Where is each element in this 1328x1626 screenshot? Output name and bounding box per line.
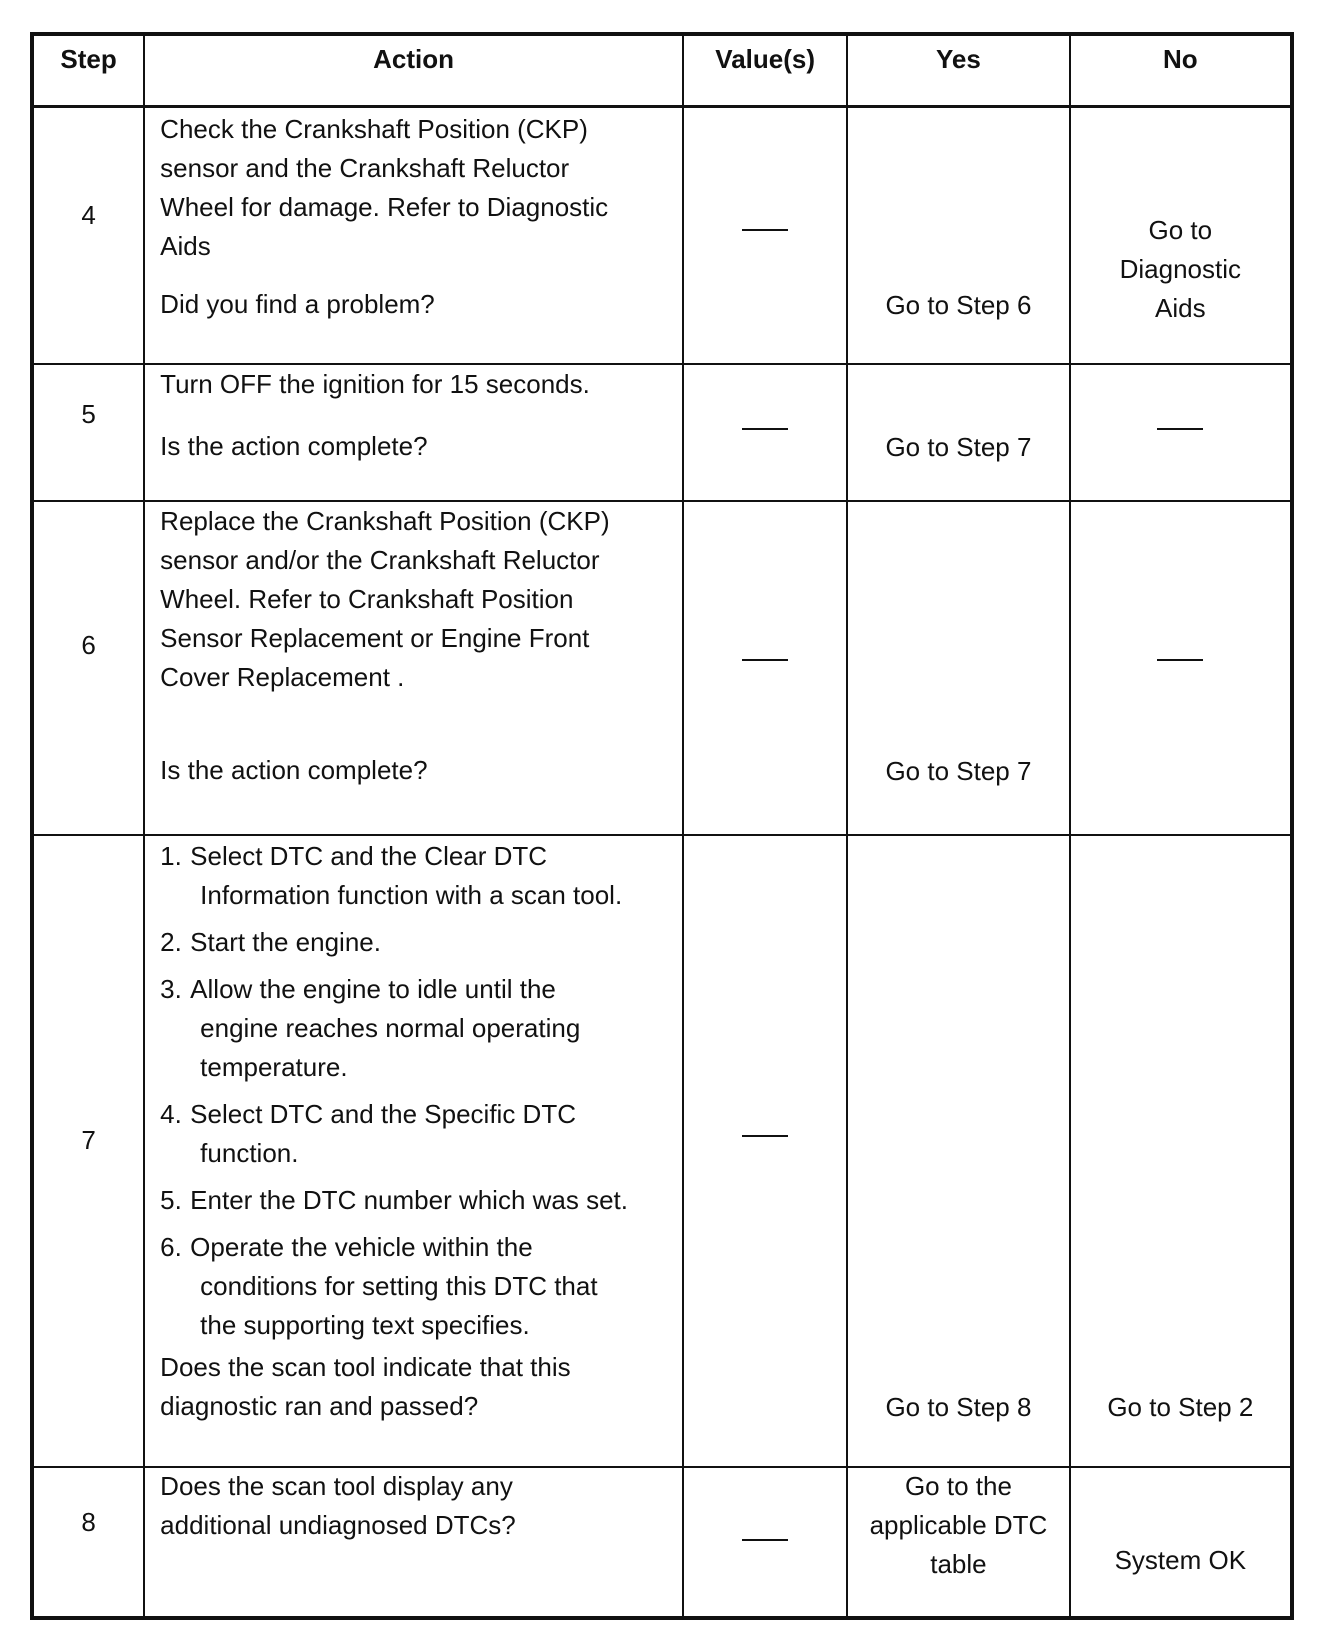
diagnostic-table — [30, 32, 1294, 1620]
substep-line: temperature. — [200, 1052, 348, 1082]
substep-line: the supporting text specifies. — [200, 1310, 530, 1340]
no-answer — [1071, 211, 1290, 328]
action-line: Wheel for damage. Refer to Diagnostic — [160, 191, 609, 222]
substep-text — [190, 1181, 674, 1220]
value-cell — [683, 501, 847, 835]
table-row-step-7 — [32, 835, 1292, 1467]
action-cell — [144, 1467, 683, 1618]
action-question: Is the action complete? — [160, 431, 428, 461]
yes-cell — [847, 106, 1069, 364]
value-cell — [683, 835, 847, 1467]
list-item — [160, 1228, 674, 1345]
yes-cell — [847, 835, 1069, 1467]
action-cell — [144, 501, 683, 835]
header-yes: Yes — [847, 34, 1069, 106]
action-line: Replace the Crankshaft Position (CKP) — [160, 506, 610, 536]
action-line: Wheel. Refer to Crankshaft Position — [160, 584, 574, 614]
action-line: Aids — [160, 230, 211, 261]
header-no: No — [1070, 34, 1292, 106]
substep-line: Select DTC and the Specific DTC — [190, 1099, 576, 1129]
question-line: Does the scan tool indicate that this — [160, 1352, 571, 1382]
table-row-step-8 — [32, 1467, 1292, 1618]
substep-number: 2. — [160, 927, 182, 957]
no-answer-line: Go to — [1148, 214, 1213, 245]
substep-number: 4. — [160, 1099, 182, 1129]
substep-line: Enter the DTC number which was set. — [190, 1185, 629, 1215]
substep-line: Select DTC and the Clear DTC — [190, 841, 548, 871]
no-cell — [1070, 106, 1292, 364]
substep-text — [190, 1095, 674, 1173]
step-cell — [32, 364, 144, 501]
substep-number: 3. — [160, 974, 182, 1004]
action-question: Did you find a problem? — [160, 288, 435, 319]
substep-text — [190, 1228, 674, 1345]
list-item — [160, 1095, 674, 1173]
substep-number: 1. — [160, 841, 182, 871]
action-line: Turn OFF the ignition for 15 seconds. — [160, 369, 590, 399]
list-item — [160, 1181, 674, 1220]
substep-number: 6. — [160, 1232, 182, 1262]
value-cell — [683, 364, 847, 501]
action-text — [160, 502, 674, 697]
substep-line: engine reaches normal operating — [200, 1013, 581, 1043]
step-cell — [32, 106, 144, 364]
no-dash — [1157, 428, 1203, 430]
list-item — [160, 837, 674, 915]
yes-answer: Go to Step 8 — [885, 1392, 1032, 1422]
substep-line: Operate the vehicle within the — [190, 1232, 533, 1262]
substep-text — [190, 970, 674, 1087]
yes-answer — [848, 1467, 1068, 1584]
yes-cell — [847, 501, 1069, 835]
no-cell — [1070, 835, 1292, 1467]
step-cell — [32, 835, 144, 1467]
yes-answer-line: applicable DTC — [869, 1510, 1048, 1540]
action-line: sensor and/or the Crankshaft Reluctor — [160, 545, 600, 575]
yes-cell — [847, 1467, 1069, 1618]
no-cell — [1070, 364, 1292, 501]
step-cell — [32, 501, 144, 835]
action-line: sensor and the Crankshaft Reluctor — [160, 152, 570, 183]
substep-list — [160, 837, 674, 1345]
value-dash — [742, 1539, 788, 1541]
substep-line: Allow the engine to idle until the — [190, 974, 556, 1004]
substep-text — [190, 837, 674, 915]
action-line: Check the Crankshaft Position (CKP) — [160, 113, 588, 144]
yes-answer-line: Go to the — [904, 1471, 1012, 1501]
action-text — [160, 1467, 674, 1545]
substep-line: Information function with a scan tool. — [200, 880, 623, 910]
step-number: 5 — [81, 399, 96, 429]
step-number: 4 — [81, 199, 96, 230]
action-cell — [144, 364, 683, 501]
value-cell — [683, 1467, 847, 1618]
yes-answer: Go to Step 7 — [885, 432, 1032, 462]
value-cell — [683, 106, 847, 364]
value-dash — [742, 1135, 788, 1137]
header-step: Step — [32, 34, 144, 106]
table-row-step-4 — [32, 106, 1292, 364]
no-cell — [1070, 501, 1292, 835]
value-dash — [742, 659, 788, 661]
question-line: diagnostic ran and passed? — [160, 1391, 479, 1421]
header-values: Value(s) — [683, 34, 847, 106]
step-number: 6 — [81, 630, 96, 660]
yes-cell — [847, 364, 1069, 501]
diagnostic-table-sheet — [30, 32, 1294, 1616]
yes-answer: Go to Step 7 — [885, 756, 1032, 786]
no-answer: System OK — [1114, 1545, 1247, 1575]
step-cell — [32, 1467, 144, 1618]
action-question — [160, 1348, 674, 1426]
list-item — [160, 923, 674, 962]
yes-answer: Go to Step 6 — [885, 289, 1032, 320]
no-cell — [1070, 1467, 1292, 1618]
value-dash — [742, 428, 788, 430]
action-substeps — [160, 837, 674, 1353]
action-line: Sensor Replacement or Engine Front — [160, 623, 590, 653]
substep-line: Start the engine. — [190, 927, 381, 957]
substep-number: 5. — [160, 1185, 182, 1215]
header-action: Action — [144, 34, 683, 106]
substep-line: function. — [200, 1138, 299, 1168]
list-item — [160, 970, 674, 1087]
substep-text — [190, 923, 674, 962]
step-number: 8 — [81, 1507, 96, 1537]
action-line: Does the scan tool display any — [160, 1471, 513, 1501]
action-question: Is the action complete? — [160, 755, 428, 785]
action-line: Cover Replacement . — [160, 662, 405, 692]
substep-line: conditions for setting this DTC that — [200, 1271, 598, 1301]
table-row-step-5 — [32, 364, 1292, 501]
no-answer-line: Diagnostic — [1119, 253, 1241, 284]
no-dash — [1157, 659, 1203, 661]
yes-answer-line: table — [930, 1549, 987, 1579]
value-dash — [742, 229, 788, 231]
action-cell — [144, 835, 683, 1467]
action-line: additional undiagnosed DTCs? — [160, 1510, 516, 1540]
no-answer: Go to Step 2 — [1107, 1392, 1254, 1422]
table-row-step-6 — [32, 501, 1292, 835]
action-cell — [144, 106, 683, 364]
header-row — [32, 34, 1292, 106]
step-number: 7 — [81, 1125, 96, 1155]
action-text — [160, 110, 674, 266]
no-answer-line: Aids — [1155, 292, 1206, 323]
